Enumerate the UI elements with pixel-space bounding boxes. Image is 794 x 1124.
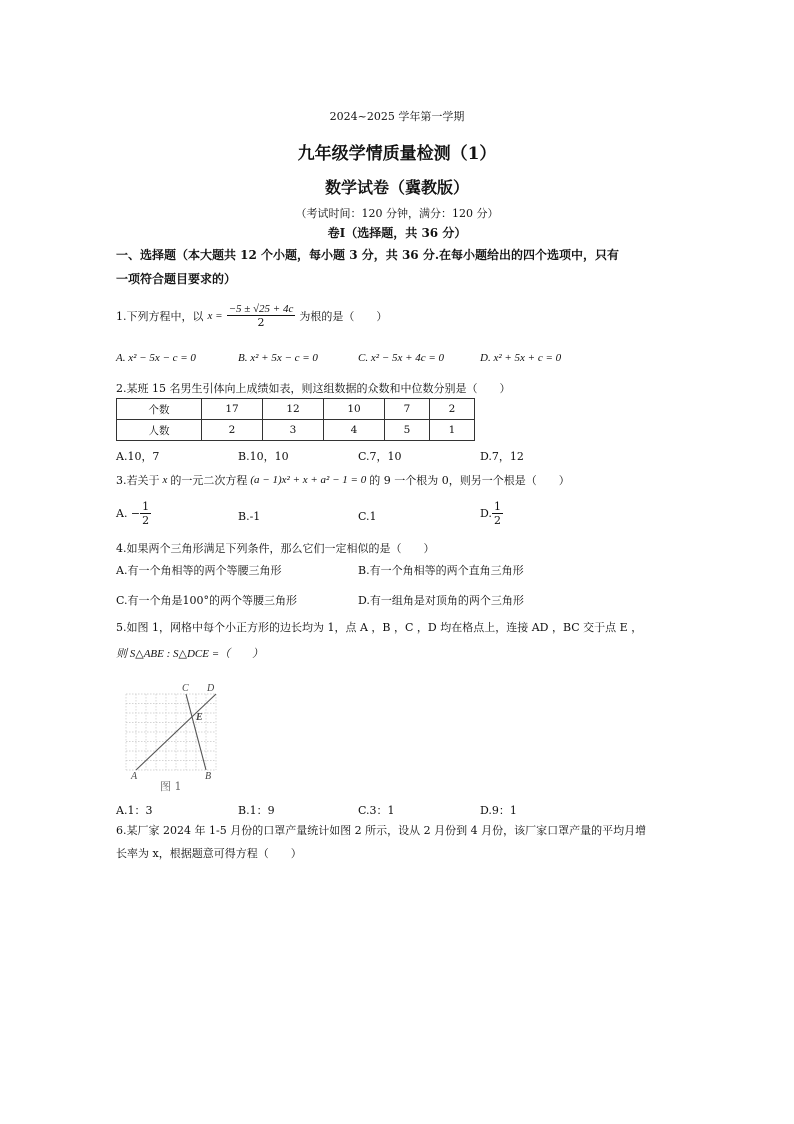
question-5-option-b[interactable]: B.1：9 [238,804,275,817]
table-cell: 7 [385,399,430,420]
label-a: A [131,771,138,782]
question-3-stem [116,472,570,488]
question-5-option-c[interactable]: C.3：1 [358,804,395,817]
table-cell: 4 [324,420,385,441]
label-e: E [196,712,203,723]
question-3-text-c: 的 9 一个根为 0，则另一个根是（ ） [369,474,570,487]
question-5-stem-line1: 5.如图 1，网格中每个小正方形的边长均为 1，点 A ，B ，C ，D 均在格点上，连接 AD ，BC 交于点 E ， [116,621,643,634]
question-6-stem-line2: 长率为 x，根据题意可得方程（ ） [116,847,302,860]
question-1-option-b[interactable]: B. x² + 5x − c = 0 [238,352,318,364]
question-1-fraction-numerator: −5 ± √25 + 4c [228,303,294,315]
question-2-stem: 2.某班 15 名男生引体向上成绩如表，则这组数据的众数和中位数分别是（ ） [116,382,511,395]
question-3-option-a-prefix: A. − [116,507,141,520]
table-cell: 2 [202,420,263,441]
question-1-text-a: 1.下列方程中，以 [116,310,204,323]
table-cell: 2 [430,399,475,420]
question-1-option-a[interactable]: A. x² − 5x − c = 0 [116,352,196,364]
exam-title: 九年级学情质量检测（1） [297,144,497,164]
question-1-option-c[interactable]: C. x² − 5x + 4c = 0 [358,352,445,364]
question-3-option-a-fraction [140,500,151,527]
question-5-stem-line2: 则 S△ABE : S△DCE =（ ） [116,648,264,660]
question-2-table [116,398,475,441]
question-4-option-a[interactable]: A.有一个角相等的两个等腰三角形 [116,564,282,577]
table-cell: 3 [263,420,324,441]
question-4-option-c[interactable]: C.有一个角是100°的两个等腰三角形 [116,594,298,607]
figure-1-caption: 图 1 [160,780,182,793]
table-cell: 1 [430,420,475,441]
fraction-denominator: 2 [142,514,150,527]
exam-info: （考试时间：120 分钟，满分：120 分） [295,207,499,220]
table-cell: 5 [385,420,430,441]
question-5-option-d[interactable]: D.9：1 [480,804,517,817]
label-c: C [182,683,189,694]
question-3-equation: (a − 1)x² + x + a² − 1 = 0 [250,474,367,486]
figure-1-grid-svg [116,680,236,796]
exam-term: 2024~2025 学年第一学期 [329,110,465,123]
table-cell: 10 [324,399,385,420]
question-3-option-a[interactable] [116,500,151,527]
label-b: B [205,771,212,782]
section-heading: 卷Ⅰ（选择题，共 36 分） [327,226,467,240]
question-3-option-b[interactable]: B.-1 [238,510,261,523]
question-2-option-c[interactable]: C.7，10 [358,450,402,463]
fraction-numerator: 1 [493,500,501,513]
table-cell: 个数 [117,399,202,420]
question-1-option-d[interactable]: D. x² + 5x + c = 0 [480,352,562,364]
table-cell: 17 [202,399,263,420]
table-cell: 12 [263,399,324,420]
question-1-fraction-denominator: 2 [257,316,265,329]
question-2-option-b[interactable]: B.10，10 [238,450,289,463]
question-3-variable: x [162,474,168,486]
question-2-option-d[interactable]: D.7，12 [480,450,524,463]
question-3-text-a: 3.若关于 [116,474,160,487]
question-3-option-d-prefix: D. [480,507,492,520]
fraction-denominator: 2 [493,514,501,527]
label-d: D [207,683,215,694]
question-4-stem: 4.如果两个三角形满足下列条件，那么它们一定相似的是（ ） [116,542,435,555]
question-1-fraction [227,303,296,329]
exam-subtitle: 数学试卷（冀教版） [324,178,469,197]
part-one-instructions-line2: 一项符合题目要求的） [116,272,237,286]
question-3-text-b: 的一元二次方程 [170,474,248,487]
question-1-stem [116,298,387,334]
table-row [117,420,475,441]
question-3-option-d-fraction [492,500,503,527]
question-6-stem-line1: 6.某厂家 2024 年 1-5 月份的口罩产量统计如图 2 所示，设从 2 月份到 4 月份，该厂家口罩产量的平均月增 [116,824,647,837]
table-row [117,399,475,420]
question-4-option-d[interactable]: D.有一组角是对顶角的两个三角形 [358,594,524,607]
question-3-option-c[interactable]: C.1 [358,510,377,523]
question-2-option-a[interactable]: A.10，7 [116,450,160,463]
fraction-numerator: 1 [142,500,150,513]
question-1-x-equals: x = [207,310,223,322]
figure-1 [116,680,236,796]
question-3-option-d[interactable] [480,500,503,527]
question-4-option-b[interactable]: B.有一个角相等的两个直角三角形 [358,564,524,577]
question-1-text-b: 为根的是（ ） [299,310,388,323]
part-one-instructions-line1: 一、选择题（本大题共 12 个小题，每小题 3 分，共 36 分.在每小题给出的四个选项中，只有 [116,248,619,262]
question-5-option-a[interactable]: A.1：3 [116,804,153,817]
table-cell: 人数 [117,420,202,441]
